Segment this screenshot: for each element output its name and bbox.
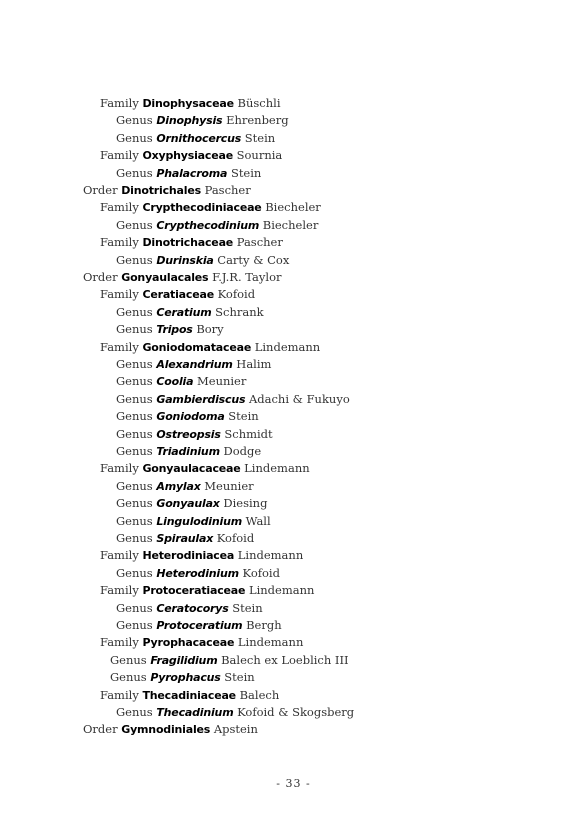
taxon-author: Carty & Cox [217,252,290,267]
taxon-name: Goniodomataceae [142,340,252,354]
genus-entry [116,305,264,320]
taxon-name: Thecadiniaceae [142,688,236,702]
genus-entry [116,113,289,128]
genus-entry [116,601,263,616]
taxon-author: Wall [245,513,271,528]
rank-label: Family [100,200,139,215]
taxon-author: Schmidt [224,426,273,441]
taxon-name: Goniodoma [156,410,225,424]
rank-label: Genus [116,217,153,232]
taxon-name: Alexandrium [156,358,233,371]
genus-entry [116,374,246,389]
rank-label: Genus [116,322,153,337]
genus-entry [116,496,267,511]
taxon-author: Balech [239,687,280,702]
rank-label: Genus [116,409,153,424]
genus-entry [116,409,259,424]
rank-label: Genus [116,600,153,615]
taxon-name: Protoceratiaceae [142,584,246,598]
taxon-author: Büschli [237,96,281,110]
taxon-author: Lindemann [244,461,310,476]
taxon-author: Apstein [213,722,258,737]
taxon-name: Dinotrichaceae [142,236,234,250]
taxon-name: Ceratiaceae [142,288,214,302]
taxon-author: F.J.R. Taylor [212,270,282,284]
taxon-name: Triadinium [156,445,220,458]
rank-label: Family [100,635,139,650]
taxon-name: Ornithocercus [156,131,242,145]
genus-entry [116,131,275,146]
family-entry [100,461,310,476]
taxon-author: Halim [236,357,272,371]
rank-label: Order [83,270,118,284]
taxon-author: Biecheler [265,200,321,215]
taxon-author: Meunier [204,478,254,493]
rank-label: Family [100,287,139,302]
taxon-name: Amylax [156,479,201,493]
taxon-author: Bory [196,322,224,337]
taxon-name: Oxyphysiaceae [142,149,233,163]
rank-label: Genus [116,391,153,406]
taxon-author: Lindemann [248,583,315,598]
rank-label: Genus [116,252,153,267]
taxon-name: Coolia [156,375,194,389]
rank-label: Genus [116,165,153,180]
rank-label: Family [100,96,139,110]
taxon-author: Pascher [236,235,283,250]
genus-entry [116,444,261,459]
genus-entry [116,479,254,494]
rank-label: Genus [116,357,153,371]
rank-label: Family [100,583,139,598]
family-entry [100,635,303,650]
order-entry [83,183,251,198]
taxon-name: Tripos [156,323,193,337]
taxon-author: Stein [232,600,263,615]
taxon-author: Lindemann [254,339,321,354]
order-entry [83,722,258,737]
taxon-author: Schrank [215,304,264,319]
taxon-name: Lingulodinium [156,514,242,528]
rank-label: Genus [110,670,147,685]
taxon-author: Stein [230,165,262,180]
taxon-name: Pyrophacus [150,671,221,685]
rank-label: Family [100,461,139,476]
taxon-author: Stein [244,130,276,145]
rank-label: Family [100,235,139,250]
rank-label: Genus [110,652,147,667]
taxon-author: Lindemann [237,548,304,563]
taxon-author: Ehrenberg [226,113,289,128]
rank-label: Genus [116,531,153,545]
order-entry [83,270,282,285]
taxon-name: Thecadinium [156,706,234,719]
family-entry [100,200,321,215]
family-entry [100,688,279,703]
rank-label: Genus [116,513,153,528]
page-number: - 33 - [276,777,311,790]
taxon-author: Biecheler [262,217,319,232]
taxon-author: Lindemann [237,635,304,650]
genus-entry [116,514,271,529]
taxon-name: Heterodiniacea [142,549,235,563]
rank-label: Genus [116,426,153,441]
rank-label: Family [100,687,139,702]
rank-label: Genus [116,565,153,580]
family-entry [100,583,314,598]
taxon-name: Ostreopsis [156,427,221,441]
taxon-name: Phalacroma [156,166,228,180]
rank-label: Genus [116,130,153,145]
taxon-author: Kofoid [242,565,280,580]
taxon-author: Kofoid [217,287,256,302]
taxon-author: Sournia [236,148,283,163]
taxon-author: Adachi & Fukuyo [248,391,350,406]
taxon-name: Gonyaulax [156,497,220,511]
taxon-author: Stein [228,409,259,424]
taxon-name: Gonyaulacales [121,271,209,284]
genus-entry [116,705,354,720]
taxon-author: Balech ex Loeblich III [221,652,349,667]
taxon-name: Ceratium [156,305,212,319]
taxon-author: Meunier [196,374,247,389]
taxon-name: Crypthecodiniaceae [142,201,262,215]
genus-entry [116,392,350,407]
taxon-author: Diesing [223,496,268,511]
rank-label: Order [83,722,118,737]
rank-label: Genus [116,618,153,632]
rank-label: Family [100,339,139,354]
family-entry [100,548,303,563]
rank-label: Genus [116,304,153,319]
rank-label: Genus [116,705,153,719]
genus-entry [116,531,254,546]
taxon-name: Protoceratium [156,619,243,632]
taxon-name: Spiraulax [156,532,214,545]
rank-label: Genus [116,478,153,493]
rank-label: Family [100,548,139,563]
genus-entry [116,322,224,337]
taxon-name: Gonyaulacaceae [142,462,241,476]
taxon-author: Kofoid [216,531,255,545]
family-entry [100,148,282,163]
taxon-name: Fragilidium [150,653,218,667]
taxon-name: Ceratocorys [156,601,229,615]
taxon-author: Stein [224,670,255,685]
genus-entry [110,670,255,685]
genus-entry [116,253,289,268]
genus-entry [116,618,282,633]
rank-label: Genus [116,496,153,511]
family-entry [100,235,283,250]
taxon-name: Dinophysaceae [142,97,234,110]
genus-entry [116,427,273,442]
rank-label: Genus [116,113,153,128]
taxon-name: Crypthecodinium [156,218,260,232]
genus-entry [110,653,349,668]
taxon-name: Durinskia [156,253,214,267]
rank-label: Genus [116,444,153,458]
taxon-author: Bergh [246,618,282,632]
genus-entry [116,218,318,233]
rank-label: Family [100,148,139,163]
taxon-name: Dinophysis [156,114,223,128]
taxon-name: Dinotrichales [121,184,201,197]
taxon-author: Pascher [204,183,251,197]
taxon-name: Gymnodiniales [121,723,211,737]
taxon-name: Gambierdiscus [156,392,246,406]
taxon-author: Dodge [223,444,262,458]
genus-entry [116,357,271,372]
genus-entry [116,166,261,181]
family-entry [100,96,281,111]
taxon-author: Kofoid & Skogsberg [237,705,355,719]
rank-label: Order [83,183,118,197]
taxon-name: Pyrophacaceae [142,636,235,650]
family-entry [100,340,320,355]
taxon-name: Heterodinium [156,566,239,580]
family-entry [100,287,255,302]
genus-entry [116,566,280,581]
rank-label: Genus [116,374,153,389]
